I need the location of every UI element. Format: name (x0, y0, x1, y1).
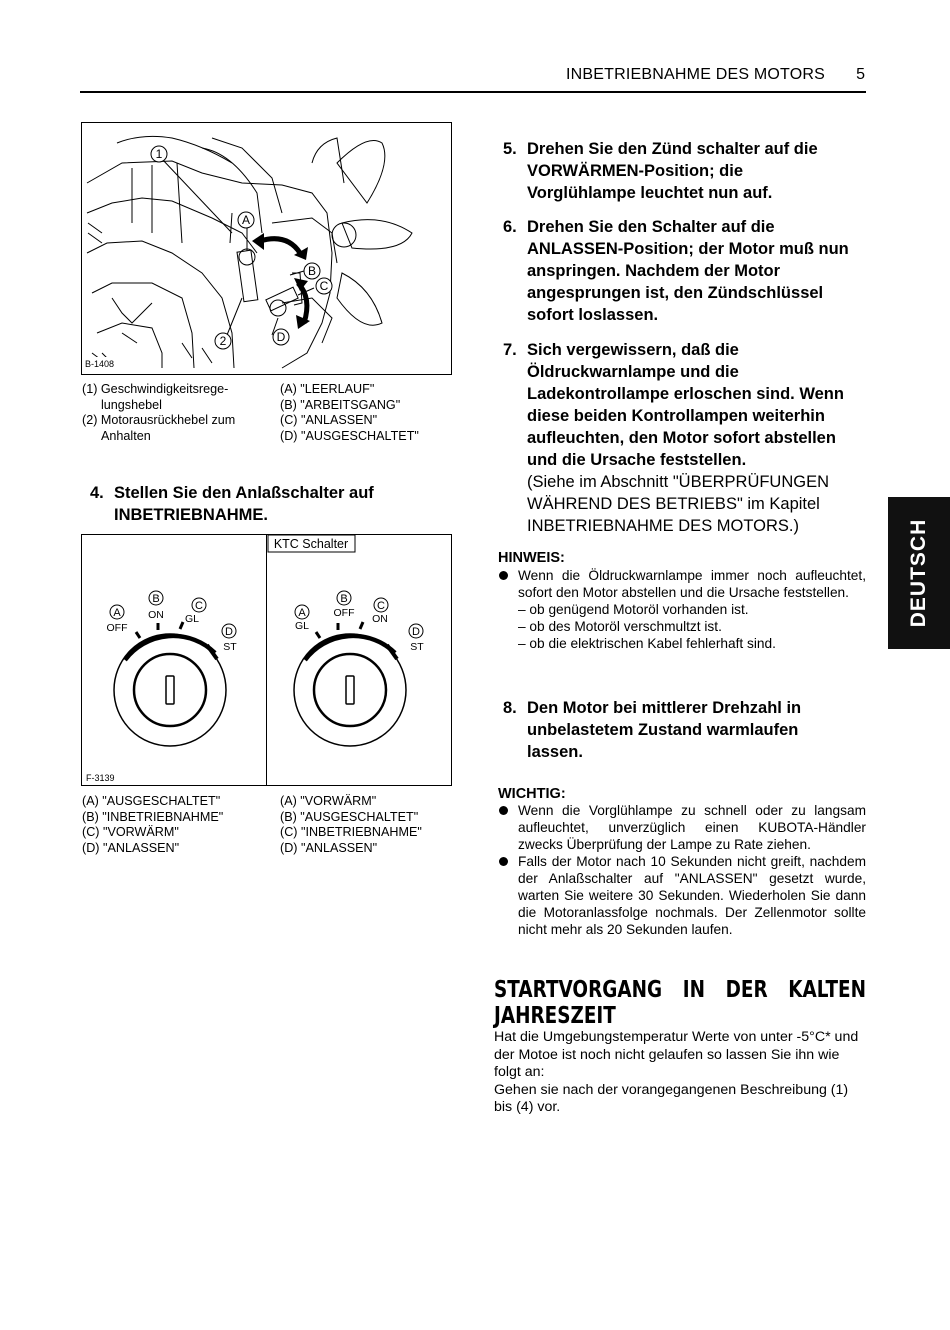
engine-illustration (82, 123, 451, 374)
caption-line: (A) "LEERLAUF" (280, 382, 375, 396)
caption-line: (2) Motorausrückhebel zum (82, 413, 236, 427)
left-switch-b: B (152, 593, 160, 605)
caption-line: (C) "ANLASSEN" (280, 413, 378, 427)
key-switch-figure (81, 534, 452, 786)
step-text: Drehen Sie den Zünd schalter auf die VORWÄRMEN-Position; die Vorglühlampe leuchtet nun auf. (527, 140, 818, 202)
callout-d: D (276, 330, 286, 344)
caption-line: (C) "INBETRIEBNAHME" (280, 825, 422, 839)
step-6 (503, 216, 863, 326)
step-5 (503, 138, 848, 204)
callout-2: 2 (219, 334, 227, 348)
hinweis-sub: – ob genügend Motoröl vorhanden ist. (518, 602, 749, 617)
step-number: 7. (503, 341, 517, 359)
caption-line: Anhalten (101, 428, 151, 443)
left-switch-c: C (195, 600, 203, 612)
figure1-id: B-1408 (85, 359, 115, 369)
right-switch-b: B (340, 593, 348, 605)
right-switch-d: D (412, 626, 420, 638)
callout-a: A (241, 213, 251, 227)
callout-c: C (319, 279, 329, 293)
hinweis-title: HINWEIS: (498, 550, 565, 566)
figure1-captions-right (280, 382, 450, 444)
step-number: 6. (503, 218, 517, 236)
step-number: 4. (90, 484, 104, 502)
caption-line: (A) "AUSGESCHALTET" (82, 794, 221, 808)
step-4 (90, 482, 430, 526)
left-switch-st: ST (223, 641, 237, 653)
running-header-title: INBETRIEBNAHME DES MOTORS (566, 66, 825, 83)
section-title: STARTVORGANG IN DER KALTEN JAHRESZEIT (494, 977, 866, 1029)
left-switch-d: D (225, 626, 233, 638)
caption-line: lungshebel (101, 397, 162, 412)
caption-line: (D) "ANLASSEN" (280, 840, 378, 855)
wichtig-bullet: Wenn die Vorglühlampe zu schnell oder zu langsam aufleuchtet, unverzüglich einen KUBOTA-Händler zwecks Überprüfung der Lampe zu Rate ziehen. (498, 802, 866, 853)
step-note: (Siehe im Abschnitt "ÜBERPRÜFUNGEN WÄHREND DES BETRIEBS" im Kapitel INBETRIEBNAHME DES MOTORS.) (527, 473, 830, 535)
key-switch-illustration (82, 535, 451, 785)
caption-line: (B) "INBETRIEBNAHME" (82, 809, 224, 824)
callout-b: B (307, 264, 317, 278)
language-tab (888, 497, 950, 649)
caption-line: (1) Geschwindigkeitsrege- (82, 382, 229, 396)
step-7 (503, 339, 863, 537)
right-switch-a: A (298, 607, 306, 619)
left-switch-gl: GL (184, 613, 200, 625)
hinweis-list (498, 567, 866, 652)
step-number: 8. (503, 699, 517, 717)
caption-line: (B) "ARBEITSGANG" (280, 397, 401, 412)
step-text: Drehen Sie den Schalter auf die ANLASSEN-Position; der Motor muß nun anspringen. Nachdem der Motor angesprungen ist, den Zündschlüssel sofort loslassen. (527, 218, 849, 324)
step-number: 5. (503, 140, 517, 158)
step-text: Stellen Sie den Anlaßschalter auf INBETRIEBNAHME. (114, 484, 374, 524)
right-switch-on: ON (372, 613, 388, 625)
right-switch-off: OFF (333, 607, 355, 619)
caption-line: (D) "ANLASSEN" (82, 840, 180, 855)
body-paragraph: Gehen sie nach der vorangegangenen Beschreibung (1) bis (4) vor. (494, 1081, 849, 1115)
caption-line: (C) "VORWÄRM" (82, 825, 179, 839)
figure2-captions-left (82, 794, 272, 856)
right-switch-st: ST (410, 641, 424, 653)
left-switch-a: A (113, 607, 121, 619)
wichtig-bullet: Falls der Motor nach 10 Sekunden nicht greift, nachdem der Anlaßschalter auf "ANLASSEN" gesetzt wurde, warten Sie weitere 30 Sekunden. Wiederholen Sie dann die Motoranlassfolge nochmals. Der Zellenmotor sollte nicht mehr als 20 Sekunden laufen. (498, 853, 866, 938)
caption-line: (D) "AUSGESCHALTET" (280, 428, 419, 443)
section-body (494, 1029, 866, 1117)
wichtig-title: WICHTIG: (498, 786, 566, 802)
figure2-captions-right (280, 794, 450, 856)
engine-figure (81, 122, 452, 375)
ktc-label: KTC Schalter (273, 537, 349, 551)
header-rule (80, 91, 866, 93)
callout-1: 1 (155, 147, 163, 161)
left-switch-off: OFF (106, 622, 128, 634)
hinweis-sub: – ob die elektrischen Kabel fehlerhaft sind. (518, 636, 776, 651)
caption-line: (A) "VORWÄRM" (280, 794, 377, 808)
step-8 (503, 697, 833, 763)
right-switch-gl: GL (294, 620, 310, 632)
language-tab-label: DEUTSCH (907, 518, 930, 628)
figure1-captions-left (82, 382, 272, 444)
hinweis-sub: – ob des Motoröl verschmultzt ist. (518, 619, 722, 634)
body-paragraph: Hat die Umgebungstemperatur Werte von unter -5°C* und der Motoe ist noch nicht gelaufen so lassen Sie ihn wie folgt an: (494, 1029, 859, 1080)
step-text: Den Motor bei mittlerer Drehzahl in unbelastetem Zustand warmlaufen lassen. (527, 699, 802, 761)
left-switch-on: ON (148, 609, 164, 621)
wichtig-list (498, 802, 866, 938)
step-text: Sich vergewissern, daß die Öldruckwarnlampe und die Ladekontrollampe erloschen sind. Wenn diese beiden Kontrollampen weiterhin aufleuchten, den Motor sofort abstellen und die Ursache feststellen. (527, 341, 844, 469)
hinweis-bullet: Wenn die Öldruckwarnlampe immer noch aufleuchtet, sofort den Motor abstellen und die Ursache feststellen. (498, 567, 866, 601)
right-switch-c: C (377, 600, 385, 612)
page-number: 5 (856, 66, 865, 83)
caption-line: (B) "AUSGESCHALTET" (280, 809, 419, 824)
figure2-id: F-3139 (86, 773, 115, 783)
